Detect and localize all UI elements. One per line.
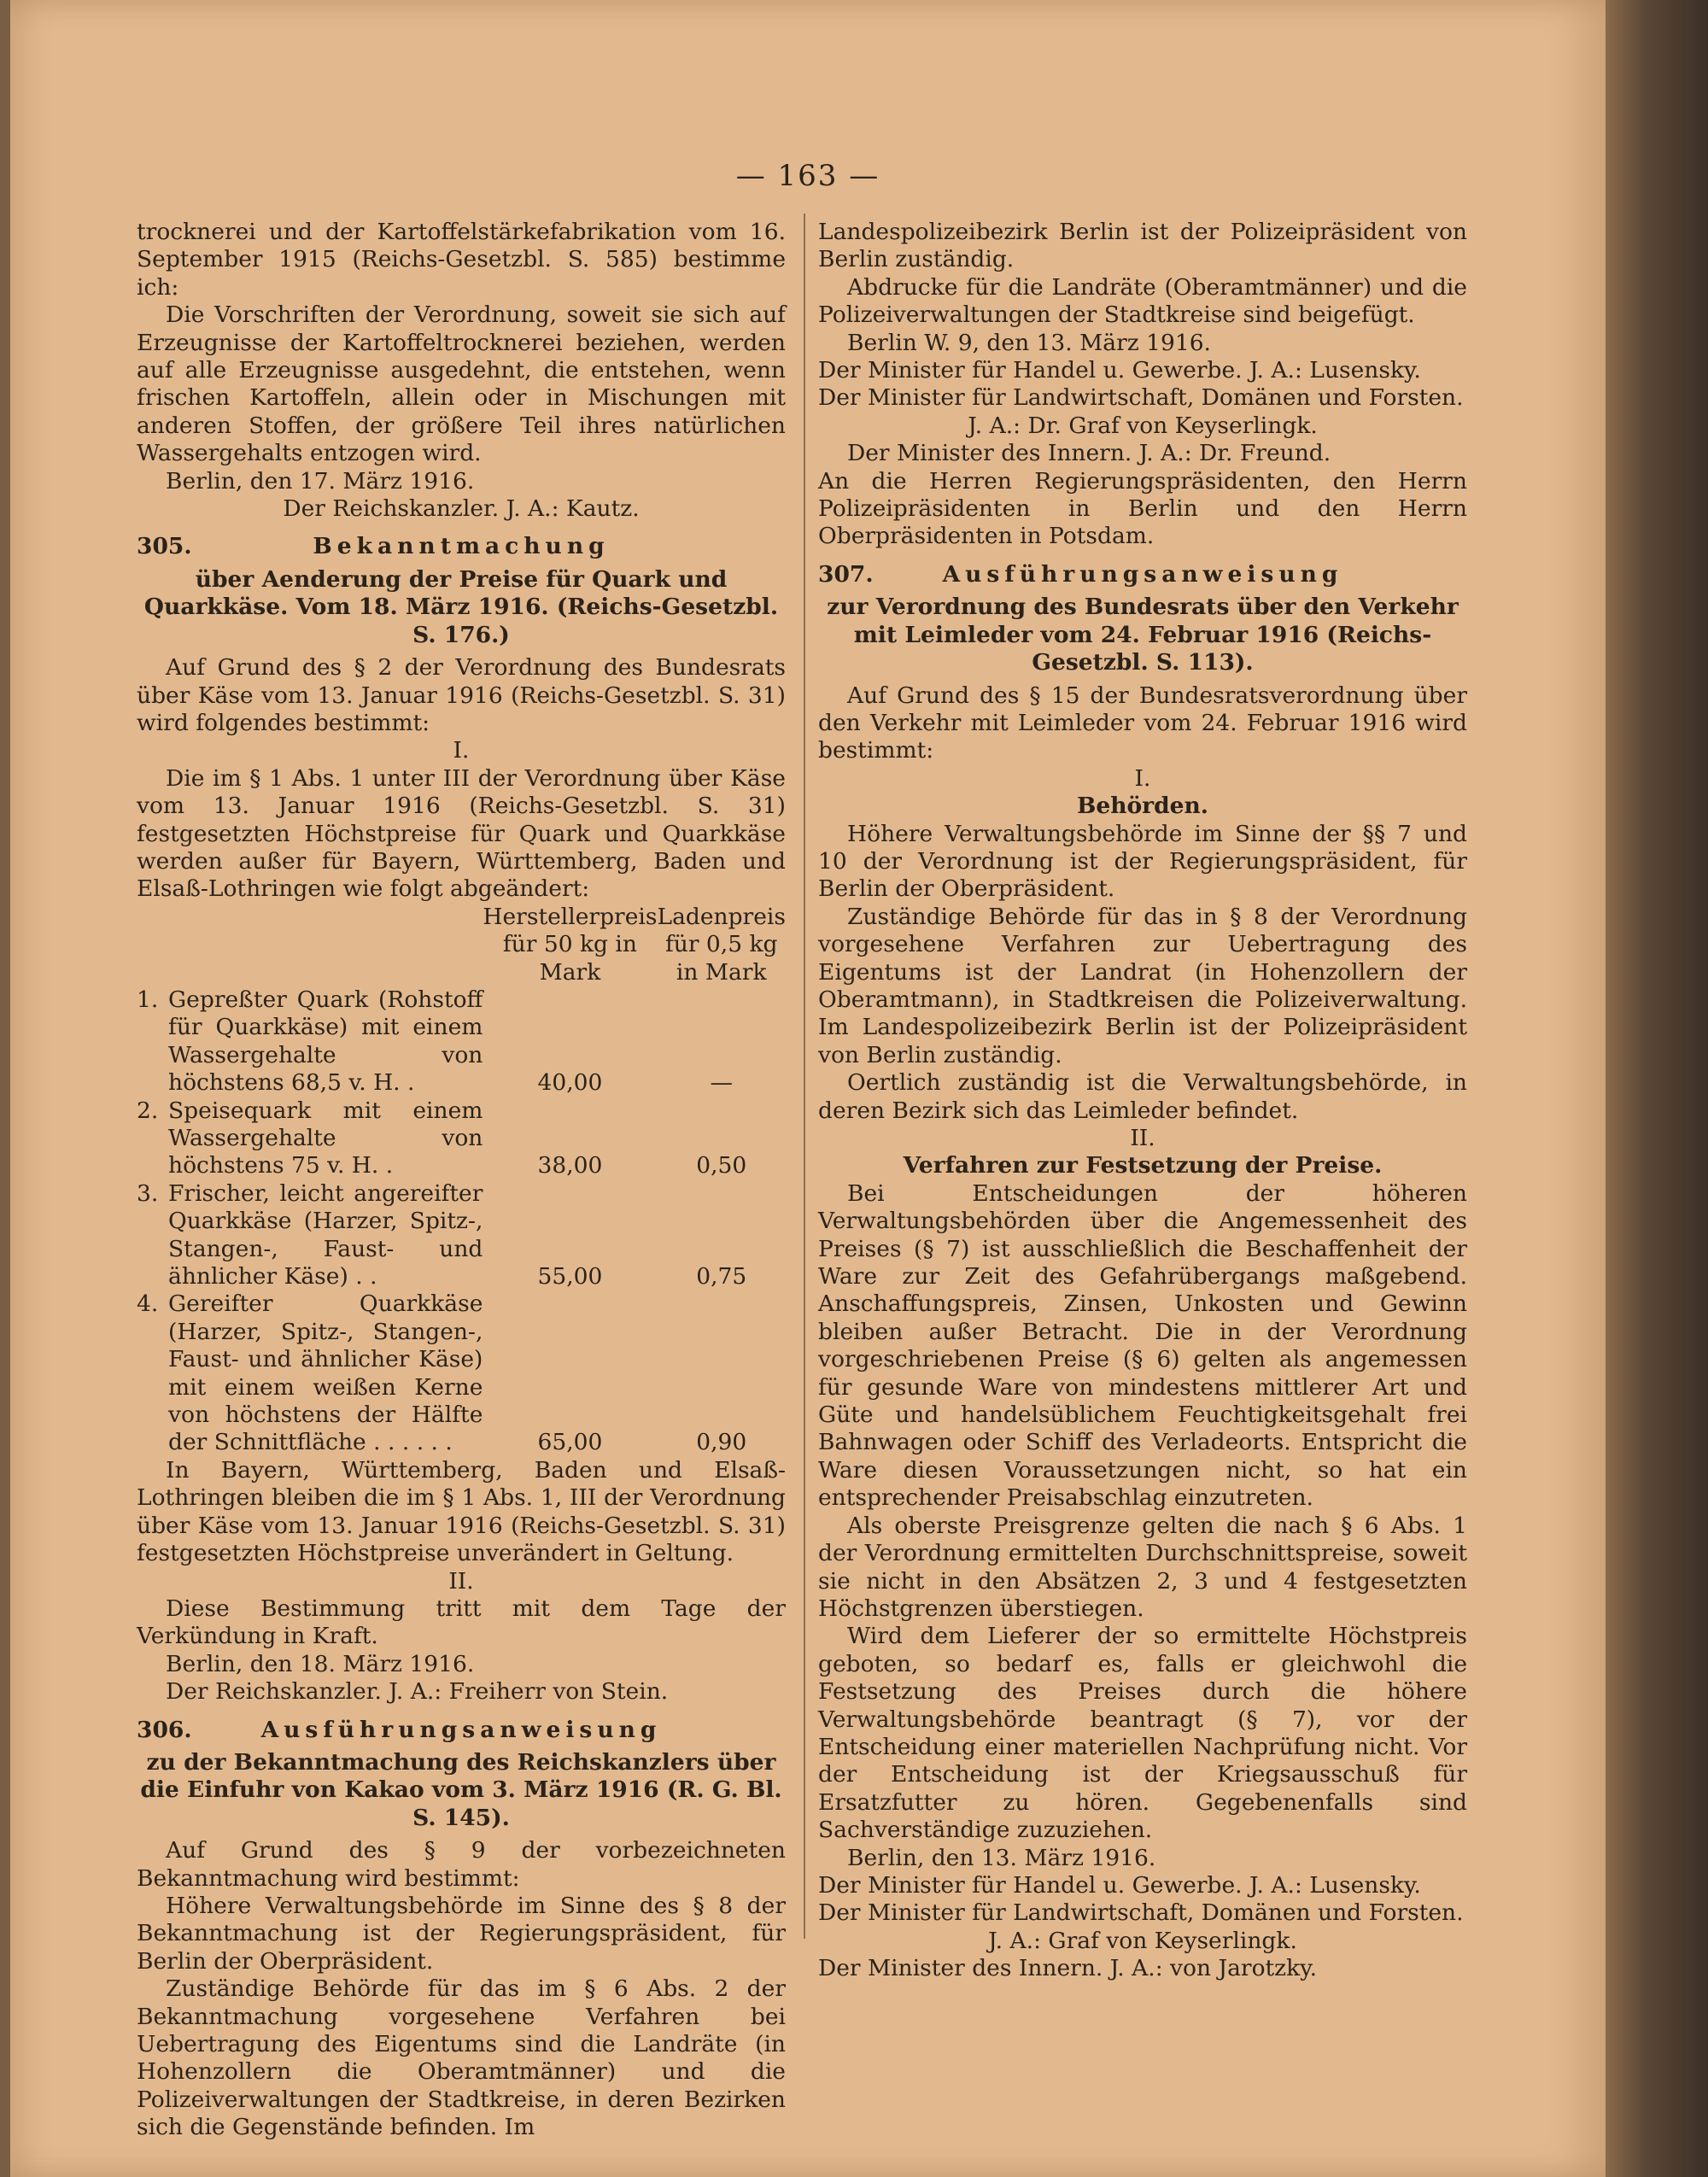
intro-paragraph: trocknerei und der Kartoffelstärkefabrikation vom 16. September 1915 (Reichs-Gesetzbl. S. 585) bestimme ich: bbox=[137, 219, 786, 301]
item-number: 1. bbox=[137, 986, 159, 1013]
body-paragraph: Abdrucke für die Landräte (Oberamtmänner) und die Polizeiverwaltungen der Stadtkreise sind beigefügt. bbox=[818, 273, 1467, 329]
section-title: Ausführungsanweisung bbox=[260, 1716, 662, 1743]
body-paragraph: In Bayern, Württemberg, Baden und Elsaß-Lothringen bleiben die im § 1 Abs. 1, III der Verordnung über Käse vom 13. Januar 1916 (Reichs-Gesetzbl. S. 31) festgesetzten Höchstpreise unverändert in Geltung. bbox=[137, 1456, 786, 1567]
shop-price: — bbox=[710, 1069, 733, 1097]
section-number: 306. bbox=[137, 1716, 192, 1743]
producer-price: 40,00 bbox=[537, 1069, 603, 1097]
roman-numeral: II. bbox=[448, 1567, 474, 1595]
section-subtitle: über Aenderung der Preise für Quark und Quarkkäse. Vom 18. März 1916. (Reichs-Gesetzbl. S. 176.) bbox=[143, 565, 779, 648]
table-row bbox=[137, 986, 786, 1097]
signature-line: Der Minister für Handel u. Gewerbe. J. A.: Lusensky. bbox=[818, 1871, 1421, 1899]
item-number: 3. bbox=[137, 1179, 159, 1207]
date-line: Berlin, den 13. März 1916. bbox=[847, 1844, 1156, 1871]
section-heading-307 bbox=[818, 561, 1467, 588]
section-subtitle: zu der Bekanntmachung des Reichskanzlers über die Einfuhr von Kakao vom 3. März 1916 (R. G. Bl. S. 145). bbox=[140, 1748, 782, 1831]
item-number: 2. bbox=[137, 1097, 159, 1124]
price-table-header bbox=[137, 904, 786, 986]
signature-line: Der Minister für Landwirtschaft, Domänen und Forsten. bbox=[818, 384, 1464, 412]
item-text: Frischer, leicht angereifter Quarkkäse (Harzer, Spitz-, Stangen-, Faust- und ähnlicher Käse) . . bbox=[168, 1179, 483, 1290]
price-table bbox=[137, 904, 786, 1457]
book-spine-edge bbox=[1606, 0, 1708, 2177]
section-number: 305. bbox=[137, 533, 192, 560]
producer-price: 65,00 bbox=[537, 1429, 603, 1456]
body-paragraph: Höhere Verwaltungsbehörde im Sinne der §§ 7 und 10 der Verordnung ist der Regierungspräsident, für Berlin der Oberpräsident. bbox=[818, 820, 1467, 903]
signature-line: Der Minister des Innern. J. A.: von Jarotzky. bbox=[818, 1955, 1318, 1982]
roman-numeral: II. bbox=[1130, 1125, 1155, 1151]
body-paragraph: Die im § 1 Abs. 1 unter III der Verordnung über Käse vom 13. Januar 1916 (Reichs-Gesetzbl. S. 31) festgesetzten Höchstpreise für Quark und Quarkkäse werden außer für Bayern, Württemberg, Baden und Elsaß-Lothringen wie folgt abgeändert: bbox=[137, 764, 786, 903]
section-title: Ausführungsanweisung bbox=[942, 560, 1343, 588]
signature-line: Der Minister des Innern. J. A.: Dr. Freund. bbox=[847, 440, 1331, 467]
signature-line: Der Reichskanzler. J. A.: Kautz. bbox=[283, 495, 640, 523]
roman-numeral: I. bbox=[1134, 764, 1151, 792]
producer-price: 55,00 bbox=[537, 1263, 603, 1290]
body-paragraph: Auf Grund des § 15 der Bundesratsverordnung über den Verkehr mit Leimleder vom 24. Februar 1916 wird bestimmt: bbox=[818, 682, 1467, 764]
roman-numeral: I. bbox=[453, 737, 470, 764]
section-subtitle: zur Verordnung des Bundesrats über den Verkehr mit Leimleder vom 24. Februar 1916 (Reichs-Gesetzbl. S. 113). bbox=[827, 594, 1459, 676]
item-text: Speisequark mit einem Wassergehalte von höchstens 75 v. H. . bbox=[168, 1097, 483, 1179]
signature-line: J. A.: Dr. Graf von Keyserlingk. bbox=[968, 412, 1318, 439]
section-heading-305 bbox=[137, 533, 786, 560]
shop-price: 0,50 bbox=[696, 1152, 747, 1179]
date-line: Berlin, den 18. März 1916. bbox=[166, 1650, 475, 1677]
item-text: Gepreßter Quark (Rohstoff für Quarkkäse) mit einem Wassergehalte von höchstens 68,5 v. H. . bbox=[168, 986, 483, 1097]
column-divider bbox=[804, 214, 805, 1939]
section-title: Bekanntmachung bbox=[313, 533, 610, 560]
address-line: An die Herren Regierungspräsidenten, den Herrn Polizeipräsidenten in Berlin und den Herrn Oberpräsidenten in Potsdam. bbox=[818, 467, 1467, 550]
left-column bbox=[137, 219, 786, 2142]
body-paragraph: Diese Bestimmung tritt mit dem Tage der Verkündung in Kraft. bbox=[137, 1595, 786, 1650]
body-paragraph: Auf Grund des § 2 der Verordnung des Bundesrats über Käse vom 13. Januar 1916 (Reichs-Gesetzbl. S. 31) wird folgendes bestimmt: bbox=[137, 654, 786, 736]
intro-paragraph: Die Vorschriften der Verordnung, soweit sie sich auf Erzeugnisse der Kartoffeltrocknerei beziehen, werden auf alle Erzeugnisse ausgedehnt, die entstehen, wenn frischen Kartoffeln, allein oder in Mischungen mit anderen Stoffen, der größere Teil ihres natürlichen Wassergehalts entzogen wird. bbox=[137, 301, 786, 467]
table-row bbox=[137, 1097, 786, 1180]
column-header-shop-price: Ladenpreis für 0,5 kg in Mark bbox=[657, 903, 786, 986]
body-paragraph: Auf Grund des § 9 der vorbezeichneten Bekanntmachung wird bestimmt: bbox=[137, 1837, 786, 1892]
body-paragraph: Bei Entscheidungen der höheren Verwaltungsbehörden über die Angemessenheit des Preises (§ 7) ist ausschließlich die Beschaffenheit der Ware zur Zeit des Gefahrübergangs maßgebend. Anschaffungspreis, Zinsen, Unkosten und Gewinn bleiben außer Betracht. Die in der Verordnung vorgeschriebenen Preise (§ 6) gelten als angemessen für gesunde Ware von mindestens mittlerer Art und Güte und handelsüblichem Feuchtigkeitsgehalt frei Bahnwagen oder Schiff des Verladeorts. Entspricht die Ware diesen Voraussetzungen nicht, so hat ein entsprechender Preisabschlag einzutreten. bbox=[818, 1179, 1467, 1512]
document-page bbox=[10, 0, 1606, 2177]
item-number: 4. bbox=[137, 1290, 159, 1318]
section-number: 307. bbox=[818, 560, 874, 588]
body-paragraph: Höhere Verwaltungsbehörde im Sinne des § 8 der Bekanntmachung ist der Regierungspräsident, für Berlin der Oberpräsident. bbox=[137, 1892, 786, 1975]
signature-line: Der Minister für Handel u. Gewerbe. J. A.: Lusensky. bbox=[818, 357, 1421, 384]
shop-price: 0,75 bbox=[696, 1263, 747, 1290]
body-paragraph: Als oberste Preisgrenze gelten die nach § 6 Abs. 1 der Verordnung ermittelten Durchschnittspreise, soweit sie nicht in den Absätzen 2, 3 und 4 festgesetzten Höchstgrenzen überstiegen. bbox=[818, 1512, 1467, 1622]
signature-line: Der Reichskanzler. J. A.: Freiherr von Stein. bbox=[166, 1678, 669, 1706]
body-paragraph: Wird dem Lieferer der so ermittelte Höchstpreis geboten, so bedarf es, falls er gleichwohl die Festsetzung des Preises durch die höhere Verwaltungsbehörde beantragt (§ 7), vor der Entscheidung einer materiellen Nachprüfung nicht. Vor der Entscheidung ist der Kriegsausschuß für Ersatzfutter zu hören. Gegebenenfalls sind Sachverständige zuzuziehen. bbox=[818, 1623, 1467, 1844]
column-header-producer-price: Herstellerpreis für 50 kg in Mark bbox=[483, 903, 658, 986]
signature-line: Der Minister für Landwirtschaft, Domänen und Forsten. bbox=[818, 1899, 1464, 1927]
item-text: Gereifter Quarkkäse (Harzer, Spitz-, Stangen-, Faust- und ähnlicher Käse) mit einem weißen Kerne von höchstens der Hälfte der Schnittfläche . . . . . . bbox=[168, 1290, 483, 1456]
signature-line: J. A.: Graf von Keyserlingk. bbox=[988, 1927, 1297, 1954]
producer-price: 38,00 bbox=[537, 1152, 603, 1179]
shop-price: 0,90 bbox=[696, 1429, 747, 1456]
page-number: — 163 — bbox=[735, 159, 880, 193]
body-paragraph: Landespolizeibezirk Berlin ist der Polizeipräsident von Berlin zuständig. bbox=[818, 219, 1467, 273]
right-column bbox=[818, 219, 1467, 1983]
body-paragraph: Zuständige Behörde für das im § 6 Abs. 2 der Bekanntmachung vorgesehene Verfahren bei Uebertragung des Eigentums sind die Landräte (in Hohenzollern die Oberamtmänner) und die Polizeiverwaltungen der Stadtkreise, in deren Bezirken sich die Gegenstände befinden. Im bbox=[137, 1975, 786, 2141]
subsection-heading: Verfahren zur Festsetzung der Preise. bbox=[903, 1152, 1383, 1179]
section-heading-306 bbox=[137, 1717, 786, 1744]
date-line: Berlin, den 17. März 1916. bbox=[166, 467, 475, 495]
table-row bbox=[137, 1180, 786, 1291]
body-paragraph: Zuständige Behörde für das in § 8 der Verordnung vorgesehene Verfahren zur Uebertragung des Eigentums ist der Landrat (in Hohenzollern der Oberamtmann), in Stadtkreisen die Polizeiverwaltung. Im Landespolizeibezirk Berlin ist der Polizeipräsident von Berlin zuständig. bbox=[818, 903, 1467, 1068]
table-row bbox=[137, 1290, 786, 1456]
subsection-heading: Behörden. bbox=[1076, 793, 1209, 820]
body-paragraph: Oertlich zuständig ist die Verwaltungsbehörde, in deren Bezirk sich das Leimleder befindet. bbox=[818, 1069, 1467, 1124]
date-line: Berlin W. 9, den 13. März 1916. bbox=[847, 329, 1211, 356]
